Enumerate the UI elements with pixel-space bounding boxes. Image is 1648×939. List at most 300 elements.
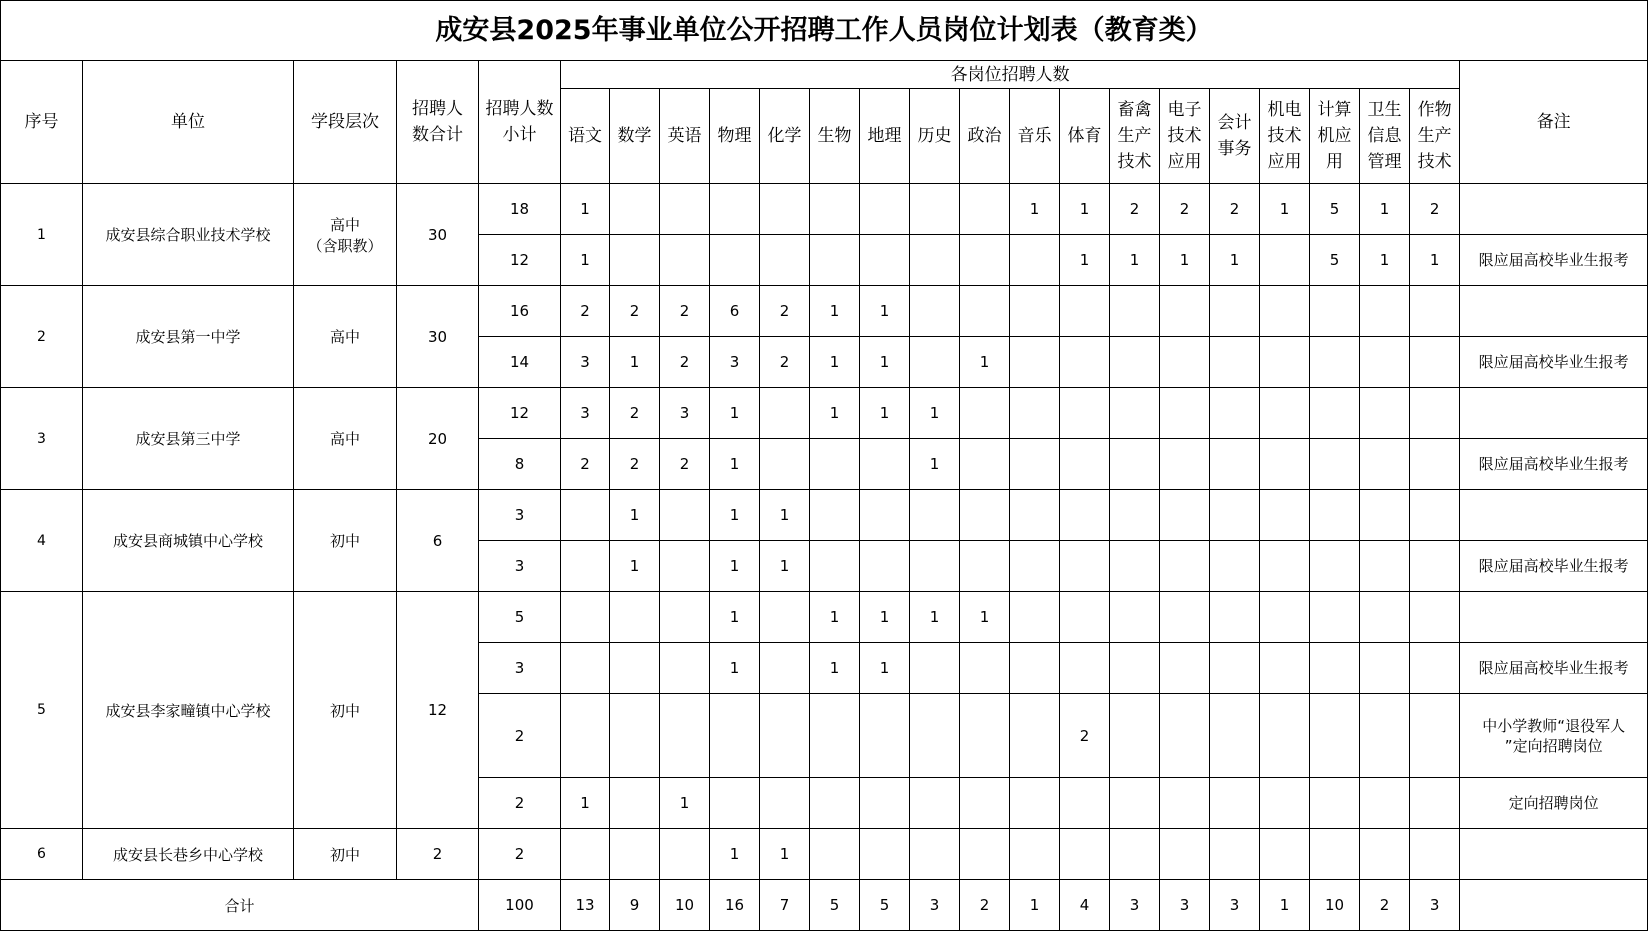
count-cell [1160,592,1210,643]
count-cell: 1 [810,643,860,694]
count-cell [610,235,660,286]
unit-name-cell: 成安县长巷乡中心学校 [83,829,294,880]
count-cell [1360,694,1410,778]
count-cell [1360,439,1410,490]
count-cell [810,694,860,778]
count-cell [1210,490,1260,541]
count-cell: 1 [810,337,860,388]
count-cell [1060,388,1110,439]
count-cell [1310,286,1360,337]
count-cell [610,592,660,643]
total-cell: 30 [397,286,479,388]
level-cell: 初中 [294,592,397,829]
count-cell [1110,388,1160,439]
note-cell [1460,286,1648,337]
count-cell [910,490,960,541]
count-cell [1260,694,1310,778]
count-cell [1310,541,1360,592]
count-cell [1210,388,1260,439]
count-cell [1360,592,1410,643]
count-cell: 1 [860,643,910,694]
count-cell: 2 [610,388,660,439]
count-cell [710,778,760,829]
count-cell: 1 [660,778,710,829]
count-cell: 1 [1160,235,1210,286]
seq-cell: 2 [1,286,83,388]
count-cell: 1 [710,388,760,439]
count-cell: 1 [860,337,910,388]
seq-cell: 4 [1,490,83,592]
header-subject-6: 生物 [810,89,860,184]
count-cell [1260,541,1310,592]
count-cell [910,778,960,829]
count-cell [710,694,760,778]
header-subject-11: 体育 [1060,89,1110,184]
count-cell [710,235,760,286]
totals-count: 3 [1110,880,1160,931]
count-cell [1260,643,1310,694]
table-row [1,592,1648,643]
count-cell [1110,541,1160,592]
count-cell [610,829,660,880]
count-cell [1010,490,1060,541]
subtotal-cell: 14 [479,337,561,388]
totals-count: 1 [1010,880,1060,931]
note-cell [1460,184,1648,235]
count-cell [660,829,710,880]
count-cell: 1 [710,541,760,592]
count-cell [1110,337,1160,388]
total-cell: 30 [397,184,479,286]
count-cell [1310,388,1360,439]
count-cell [660,541,710,592]
count-cell: 2 [760,286,810,337]
header-subject-8: 历史 [910,89,960,184]
count-cell [960,829,1010,880]
totals-count: 5 [810,880,860,931]
count-cell [1010,337,1060,388]
count-cell [1260,388,1310,439]
note-cell: 限应届高校毕业生报考 [1460,337,1648,388]
count-cell [1060,541,1110,592]
header-subject-12: 畜禽 生产 技术 [1110,89,1160,184]
count-cell [910,184,960,235]
count-cell [561,829,610,880]
subtotal-cell: 2 [479,778,561,829]
count-cell [660,592,710,643]
count-cell [561,592,610,643]
unit-name-cell: 成安县第三中学 [83,388,294,490]
count-cell: 2 [561,439,610,490]
subtotal-cell: 12 [479,235,561,286]
count-cell [1360,337,1410,388]
header-note: 备注 [1460,61,1648,184]
subtotal-cell: 3 [479,541,561,592]
count-cell [1060,286,1110,337]
note-cell [1460,490,1648,541]
count-cell: 1 [810,388,860,439]
header-total: 招聘人 数合计 [397,61,479,184]
count-cell [1410,337,1460,388]
table-row [1,388,1648,439]
count-cell [1010,694,1060,778]
count-cell [860,184,910,235]
header-subject-2: 数学 [610,89,660,184]
count-cell [860,541,910,592]
subtotal-cell: 18 [479,184,561,235]
total-cell: 20 [397,388,479,490]
count-cell [561,694,610,778]
count-cell: 1 [1410,235,1460,286]
count-cell: 1 [710,439,760,490]
count-cell [1160,643,1210,694]
count-cell [1260,235,1310,286]
count-cell: 1 [710,592,760,643]
count-cell: 1 [960,337,1010,388]
count-cell [1160,490,1210,541]
totals-count: 10 [660,880,710,931]
count-cell [1210,643,1260,694]
header-subject-16: 计算 机应 用 [1310,89,1360,184]
count-cell [760,184,810,235]
count-cell [1410,439,1460,490]
note-cell: 定向招聘岗位 [1460,778,1648,829]
count-cell [910,541,960,592]
count-cell: 2 [561,286,610,337]
count-cell [610,643,660,694]
count-cell: 3 [660,388,710,439]
count-cell [1410,694,1460,778]
count-cell [1260,592,1310,643]
count-cell [760,235,810,286]
level-cell: 高中 [294,286,397,388]
totals-count: 1 [1260,880,1310,931]
totals-count: 16 [710,880,760,931]
count-cell [1310,592,1360,643]
count-cell: 1 [810,592,860,643]
totals-count: 3 [910,880,960,931]
note-cell: 限应届高校毕业生报考 [1460,235,1648,286]
totals-count: 7 [760,880,810,931]
unit-name-cell: 成安县商城镇中心学校 [83,490,294,592]
count-cell [960,439,1010,490]
count-cell [1060,337,1110,388]
header-subject-7: 地理 [860,89,910,184]
count-cell [910,235,960,286]
seq-cell: 6 [1,829,83,880]
count-cell [910,286,960,337]
count-cell [1410,778,1460,829]
count-cell: 2 [610,286,660,337]
totals-count: 3 [1160,880,1210,931]
total-cell: 6 [397,490,479,592]
note-cell [1460,388,1648,439]
count-cell [960,286,1010,337]
count-cell [1310,829,1360,880]
count-cell [810,235,860,286]
subtotal-cell: 5 [479,592,561,643]
count-cell [1160,439,1210,490]
header-group: 各岗位招聘人数 [561,61,1460,89]
count-cell: 2 [610,439,660,490]
count-cell [1360,490,1410,541]
note-cell: 中小学教师“退役军人 ”定向招聘岗位 [1460,694,1648,778]
count-cell [610,184,660,235]
count-cell [1410,592,1460,643]
count-cell [1260,337,1310,388]
header-subtotal: 招聘人数 小计 [479,61,561,184]
count-cell: 1 [1360,235,1410,286]
header-subject-13: 电子 技术 应用 [1160,89,1210,184]
table-row [1,286,1648,337]
count-cell: 1 [1060,235,1110,286]
count-cell: 5 [1310,184,1360,235]
count-cell [1410,388,1460,439]
count-cell: 1 [1210,235,1260,286]
unit-name-cell: 成安县综合职业技术学校 [83,184,294,286]
count-cell: 1 [910,388,960,439]
header-subject-10: 音乐 [1010,89,1060,184]
count-cell: 1 [610,490,660,541]
count-cell [561,643,610,694]
count-cell [1160,388,1210,439]
count-cell [610,778,660,829]
count-cell [1110,829,1160,880]
table-row [1,184,1648,235]
header-subject-3: 英语 [660,89,710,184]
subtotal-cell: 3 [479,490,561,541]
count-cell: 3 [710,337,760,388]
count-cell [1010,286,1060,337]
count-cell [810,439,860,490]
totals-count: 3 [1410,880,1460,931]
count-cell [1210,439,1260,490]
count-cell [810,778,860,829]
header-subject-15: 机电 技术 应用 [1260,89,1310,184]
count-cell [1210,337,1260,388]
count-cell [760,439,810,490]
count-cell [860,490,910,541]
count-cell [1360,388,1410,439]
count-cell [1360,643,1410,694]
count-cell: 1 [910,439,960,490]
count-cell [1260,490,1310,541]
count-cell: 2 [1210,184,1260,235]
count-cell: 1 [1260,184,1310,235]
count-cell [1160,778,1210,829]
count-cell [1410,541,1460,592]
count-cell: 1 [1110,235,1160,286]
count-cell: 6 [710,286,760,337]
count-cell: 2 [1160,184,1210,235]
count-cell: 2 [660,286,710,337]
header-subject-9: 政治 [960,89,1010,184]
count-cell [610,694,660,778]
header-level: 学段层次 [294,61,397,184]
unit-name-cell: 成安县第一中学 [83,286,294,388]
count-cell: 1 [1360,184,1410,235]
header-seq: 序号 [1,61,83,184]
count-cell [1210,541,1260,592]
count-cell [1260,778,1310,829]
count-cell [910,337,960,388]
count-cell [960,778,1010,829]
subtotal-cell: 3 [479,643,561,694]
count-cell [810,541,860,592]
count-cell [1010,235,1060,286]
count-cell [1310,439,1360,490]
count-cell [1310,490,1360,541]
level-cell: 高中 [294,388,397,490]
count-cell [1010,592,1060,643]
count-cell: 1 [710,490,760,541]
totals-label: 合计 [1,880,479,931]
count-cell [1060,592,1110,643]
count-cell: 1 [561,778,610,829]
header-subject-17: 卫生 信息 管理 [1360,89,1410,184]
total-cell: 12 [397,592,479,829]
note-cell [1460,829,1648,880]
header-subject-4: 物理 [710,89,760,184]
count-cell [1110,439,1160,490]
totals-count: 2 [1360,880,1410,931]
count-cell [660,490,710,541]
count-cell [1410,643,1460,694]
count-cell [810,184,860,235]
header-subject-1: 语文 [561,89,610,184]
subtotal-cell: 2 [479,829,561,880]
subtotal-cell: 2 [479,694,561,778]
seq-cell: 3 [1,388,83,490]
count-cell [710,184,760,235]
count-cell [1360,778,1410,829]
page-title: 成安县2025年事业单位公开招聘工作人员岗位计划表（教育类） [0,0,1648,60]
count-cell [1210,694,1260,778]
count-cell [1010,829,1060,880]
count-cell [1360,286,1410,337]
subtotal-cell: 16 [479,286,561,337]
count-cell: 2 [660,337,710,388]
count-cell: 1 [1010,184,1060,235]
unit-name-cell: 成安县李家疃镇中心学校 [83,592,294,829]
count-cell: 1 [860,388,910,439]
count-cell [910,694,960,778]
count-cell [1060,778,1110,829]
count-cell [1210,778,1260,829]
subtotal-cell: 12 [479,388,561,439]
count-cell: 1 [810,286,860,337]
count-cell [1410,490,1460,541]
count-cell [1110,694,1160,778]
count-cell [1160,286,1210,337]
count-cell [1110,643,1160,694]
count-cell [1210,829,1260,880]
count-cell: 1 [561,235,610,286]
count-cell [910,643,960,694]
totals-note [1460,880,1648,931]
totals-count: 4 [1060,880,1110,931]
count-cell [1060,643,1110,694]
count-cell [660,184,710,235]
count-cell [660,643,710,694]
count-cell [561,490,610,541]
count-cell: 1 [760,490,810,541]
count-cell [760,694,810,778]
count-cell [960,541,1010,592]
total-cell: 2 [397,829,479,880]
count-cell [1010,643,1060,694]
count-cell [561,541,610,592]
totals-count: 10 [1310,880,1360,931]
count-cell [1360,541,1410,592]
count-cell [1260,439,1310,490]
count-cell: 1 [710,829,760,880]
level-cell: 高中 （含职教） [294,184,397,286]
count-cell [1010,439,1060,490]
count-cell [960,694,1010,778]
count-cell [1010,778,1060,829]
count-cell: 1 [760,829,810,880]
table-row [1,490,1648,541]
note-cell: 限应届高校毕业生报考 [1460,541,1648,592]
subtotal-cell: 8 [479,439,561,490]
count-cell [960,235,1010,286]
count-cell [1310,643,1360,694]
count-cell: 2 [760,337,810,388]
count-cell [660,694,710,778]
totals-count: 5 [860,880,910,931]
count-cell [1060,439,1110,490]
count-cell [1160,541,1210,592]
count-cell: 1 [710,643,760,694]
count-cell: 1 [960,592,1010,643]
count-cell [860,694,910,778]
count-cell: 3 [561,337,610,388]
count-cell [810,829,860,880]
count-cell [1010,541,1060,592]
count-cell [960,388,1010,439]
count-cell [1410,286,1460,337]
count-cell [1110,778,1160,829]
count-cell [1110,592,1160,643]
count-cell [860,439,910,490]
totals-row [1,880,1648,931]
count-cell [760,388,810,439]
count-cell [1210,286,1260,337]
count-cell [1110,286,1160,337]
level-cell: 初中 [294,490,397,592]
count-cell: 2 [1060,694,1110,778]
header-subject-14: 会计 事务 [1210,89,1260,184]
header-subject-5: 化学 [760,89,810,184]
note-cell: 限应届高校毕业生报考 [1460,439,1648,490]
count-cell: 2 [1410,184,1460,235]
count-cell [1410,829,1460,880]
count-cell: 5 [1310,235,1360,286]
count-cell [860,829,910,880]
count-cell [960,643,1010,694]
totals-count: 3 [1210,880,1260,931]
count-cell: 2 [1110,184,1160,235]
count-cell [810,490,860,541]
count-cell [1060,490,1110,541]
count-cell [760,643,810,694]
count-cell: 1 [561,184,610,235]
count-cell [1010,388,1060,439]
table-row [1,829,1648,880]
count-cell [1060,829,1110,880]
count-cell [760,778,810,829]
